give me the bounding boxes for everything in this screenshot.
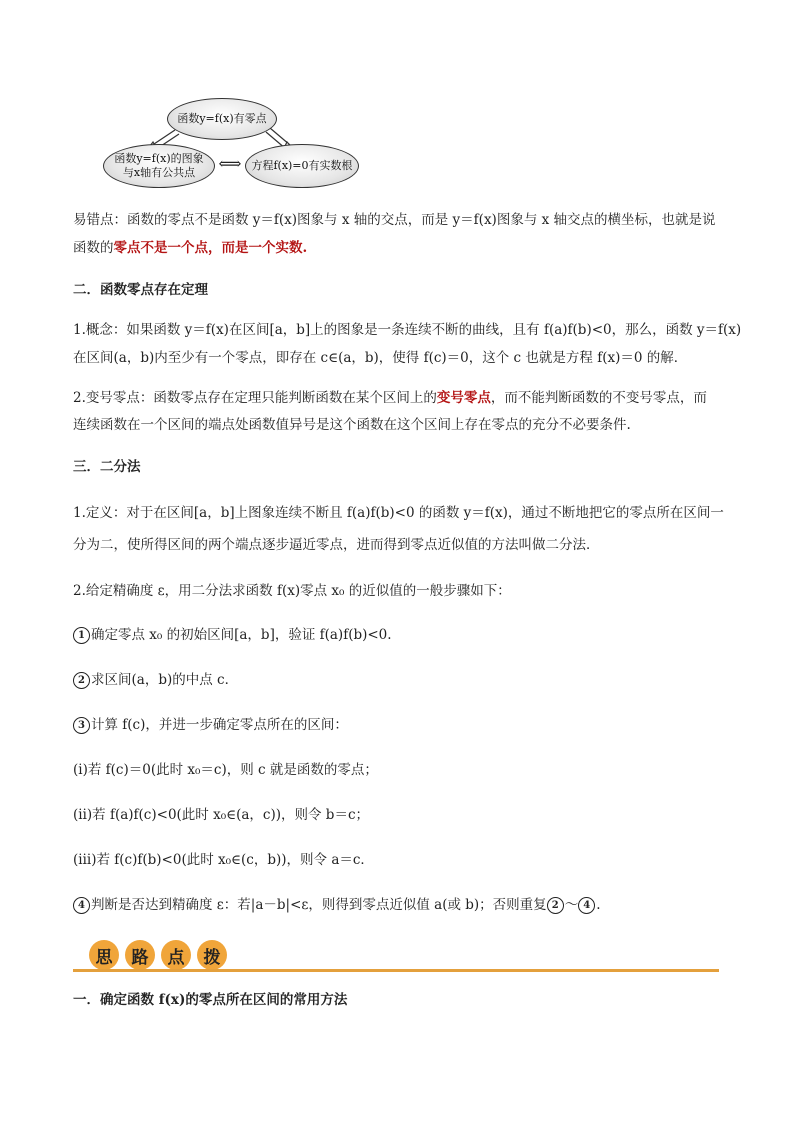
sign-change-prefix: 2.变号零点：函数零点存在定理只能判断函数在某个区间上的 [73,390,437,406]
step-3-number: 3 [73,717,90,734]
equivalence-arrow: ⟺ [218,154,242,173]
steps-intro: 2.给定精确度 ε，用二分法求函数 f(x)零点 x₀ 的近似值的一般步骤如下： [73,583,511,599]
node-has-zero [167,98,277,140]
step-4-end: . [596,897,601,913]
step-1-text: 确定零点 x₀ 的初始区间[a，b]，验证 f(a)f(b)<0. [91,627,392,643]
sign-change-line-2: 连续函数在一个区间的端点处函数值异号是这个函数在这个区间上存在零点的充分不必要条件. [73,417,631,433]
step-2-number: 2 [73,672,90,689]
step-3-text: 计算 f(c)，并进一步确定零点所在的区间： [91,717,348,733]
node-right-label: 方程f(x)=0有实数根 [251,159,353,172]
banner-char-2: 路 [125,940,155,970]
step-2-text: 求区间(a，b)的中点 c． [91,672,239,688]
pitfall-prefix: 函数的 [73,240,114,256]
step-4-range: ～ [564,897,579,913]
node-left-line1: 函数y=f(x)的图象 [114,152,204,165]
step-2 [73,670,723,690]
thinking-tips-banner [73,938,719,972]
node-left-line2: 与x轴有公共点 [122,166,196,179]
step-4 [73,895,723,915]
step-1-number: 1 [73,627,90,644]
definition-line-1: 1.定义：对于在区间[a，b]上图象连续不断且 f(a)f(b)<0 的函数 y＝f(x)，通过不断地把它的零点所在区间一 [73,505,724,521]
pitfall-line-2 [73,238,723,258]
sign-change-line-1 [73,388,723,408]
case-3: (ⅲ)若 f(c)f(b)<0(此时 x₀∈(c，b))，则令 a＝c． [73,852,374,868]
section-2-heading: 二．函数零点存在定理 [73,282,208,298]
step-4-text: 判断是否达到精确度 ε：若|a－b|<ε，则得到零点近似值 a(或 b)；否则重复 [91,897,547,913]
section-3-heading: 三．二分法 [73,459,141,475]
zero-equivalence-diagram [95,90,365,190]
banner-char-3: 点 [161,940,191,970]
banner-char-4: 拨 [197,940,227,970]
step-3 [73,715,723,735]
banner-char-1: 思 [89,940,119,970]
concept-line-2: 在区间(a，b)内至少有一个零点，即存在 c∈(a，b)，使得 f(c)＝0，这个 c 也就是方程 f(x)＝0 的解． [73,350,688,366]
concept-line-1: 1.概念：如果函数 y＝f(x)在区间[a，b]上的图象是一条连续不断的曲线，且有 f(a)f(b)<0，那么，函数 y＝f(x) [73,322,742,338]
node-has-zero-label: 函数y=f(x)有零点 [177,112,267,125]
definition-line-2: 分为二，使所得区间的两个端点逐步逼近零点，进而得到零点近似值的方法叫做二分法． [73,537,600,553]
case-2: (ⅱ)若 f(a)f(c)<0(此时 x₀∈(a，c))，则令 b＝c； [73,807,370,823]
pitfall-emphasis: 零点不是一个点，而是一个实数. [113,240,308,256]
case-1: (ⅰ)若 f(c)＝0(此时 x₀＝c)，则 c 就是函数的零点； [73,762,378,778]
sign-change-suffix: ，而不能判断函数的不变号零点，而 [490,390,707,406]
step-4-ref-b: 4 [578,897,595,914]
node-graph-intersects-axis [103,144,215,188]
step-1 [73,625,723,645]
banner-rule [73,969,719,972]
step-4-ref-a: 2 [547,897,564,914]
node-equation-has-root [245,144,359,188]
method-heading: 一．确定函数 f(x)的零点所在区间的常用方法 [73,992,348,1008]
sign-change-emphasis: 变号零点 [436,390,491,406]
pitfall-line-1: 易错点：函数的零点不是函数 y＝f(x)图象与 x 轴的交点，而是 y＝f(x)图象与 x 轴交点的横坐标，也就是说 [73,212,716,228]
step-4-number: 4 [73,897,90,914]
